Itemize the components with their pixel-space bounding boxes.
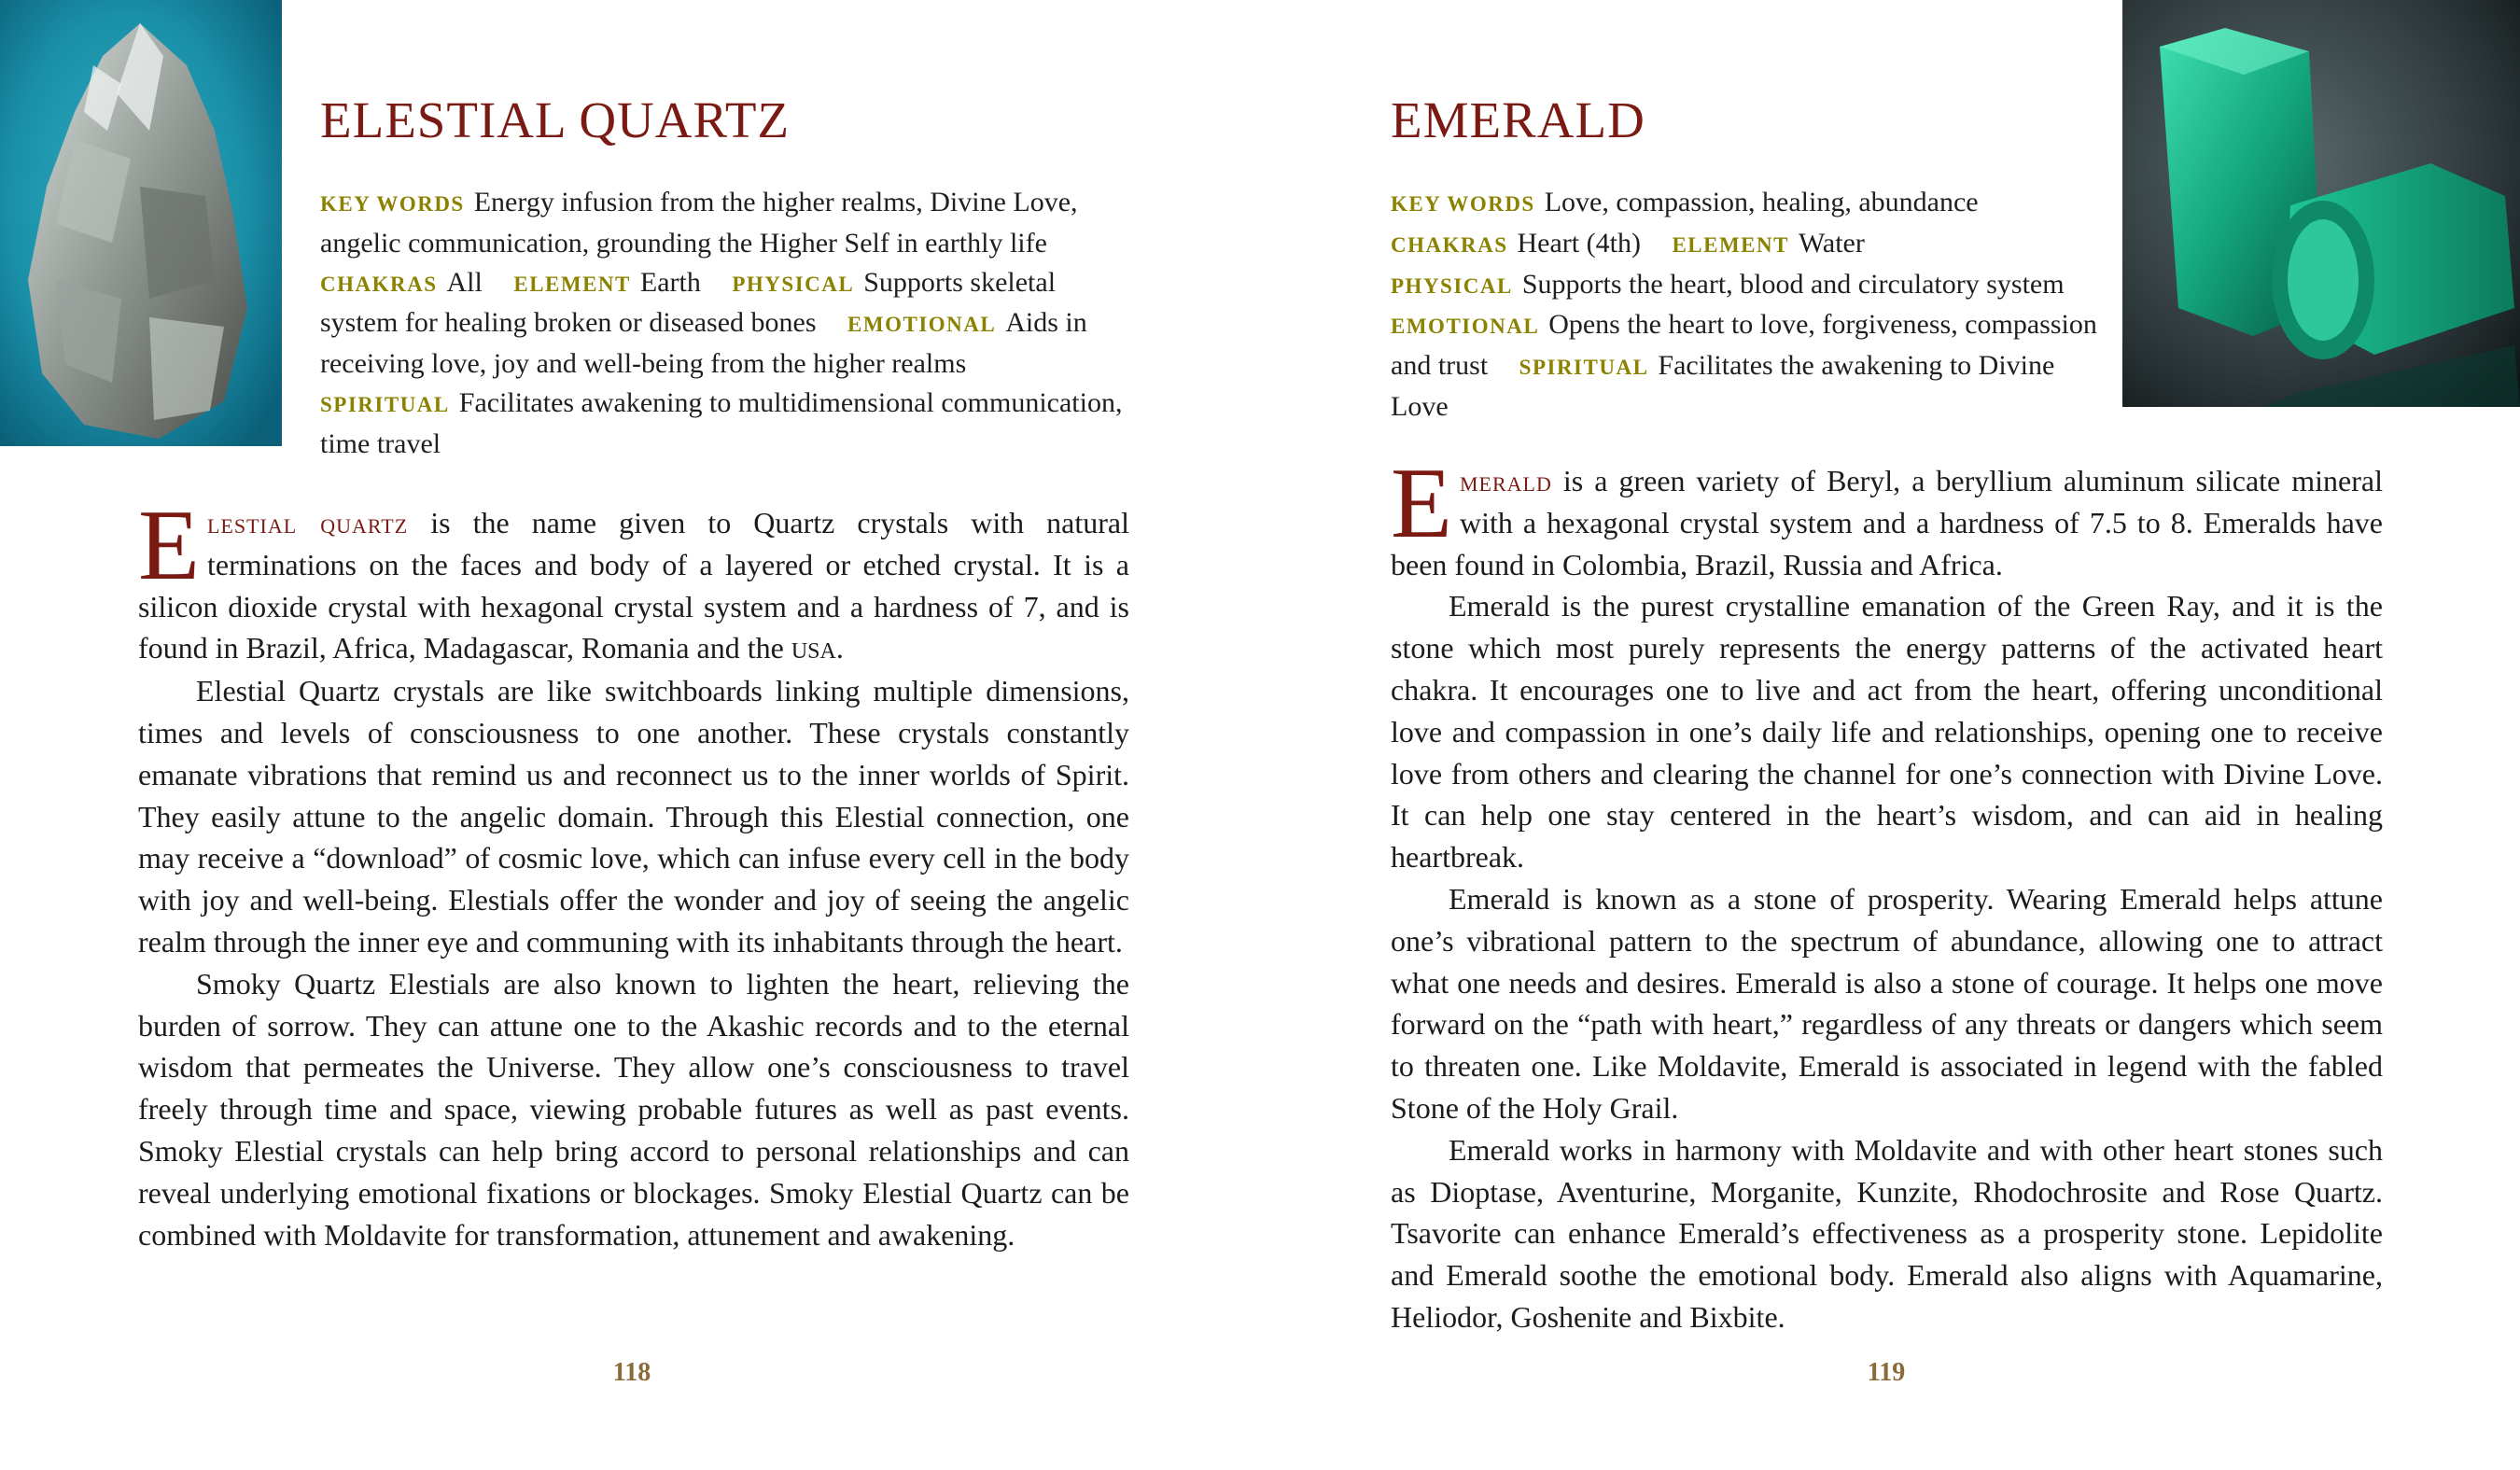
chakras-label: CHAKRAS (1391, 232, 1508, 257)
keywords-label: KEY WORDS (1391, 192, 1535, 216)
body-text (1391, 448, 2383, 1338)
lead-in: merald (1459, 464, 1552, 497)
paragraph: Elestial Quartz crystals are like switchboards linking multiple dimensions, times and levels of consciousness to one another. These crystals constantly emanate vibrations that remind us and reconnect us to the inner worlds of Spirit. They easily attune to the angelic domain. Through this Elestial connection, one may receive a “download” of cosmic love, which can infuse every cell in the body with joy and well-being. Elestials offer the wonder and joy of seeing the angelic realm through the inner eye and communing with its inhabitants through the heart. (138, 674, 1129, 959)
chakras-value: All (446, 266, 483, 298)
emotional-value: Aids in receiving love, joy and well-being from the higher realms (320, 307, 1087, 380)
element-value: Water (1798, 227, 1865, 259)
country-abbrev: usa (791, 631, 836, 666)
physical-label: PHYSICAL (1391, 273, 1513, 298)
emotional-label: EMOTIONAL (847, 313, 997, 337)
paragraph-text: is the name given to Quartz crystals with natural terminations on the faces and body of a layered or etched crystal. It is a silicon dioxide crystal with hexagonal crystal system and a hardness of 7, and is found in Brazil, Africa, Madagascar, Romania and the (138, 506, 1130, 665)
stone-title: EMERALD (1391, 91, 1645, 148)
chakras-value: Heart (4th) (1517, 227, 1641, 259)
paragraph: Emerald is the purest crystalline emanation of the Green Ray, and it is the stone which most purely represents the energy patterns of the activated heart chakra. It encourages one to live and act from the heart, offering unconditional love and compassion in one’s daily life and relationships, opening one to receive love from others and clearing the channel for one’s connection with Divine Love. It can help one stay centered in the heart’s wisdom, and can aid in healing heartbreak. (1391, 589, 2383, 875)
spiritual-value: Facilitates awakening to multidimensional communication, time travel (320, 386, 1123, 459)
physical-value: Supports the heart, blood and circulatory system (1521, 268, 2065, 300)
spiritual-label: SPIRITUAL (320, 392, 450, 416)
elestial-quartz-photo (0, 0, 282, 446)
paragraph-end: . (835, 631, 844, 665)
paragraph: Emerald works in harmony with Moldavite and with other heart stones such as Dioptase, Aventurine, Morganite, Kunzite, Rhodochrosite and Rose Quartz. Tsavorite can enhance Emerald’s effectiveness as a prosperity stone. Lepidolite and Emerald soothe the emotional body. Emerald also aligns with Aquamarine, Heliodor, Goshenite and Bixbite. (1391, 1132, 2383, 1334)
stone-attributes (320, 183, 1123, 464)
paragraph (1391, 448, 2383, 585)
emotional-label: EMOTIONAL (1391, 315, 1540, 339)
page-number: 119 (1867, 1358, 1906, 1387)
paragraph: Smoky Quartz Elestials are also known to lighten the heart, relieving the burden of sorrow. They can attune one to the Akashic records and to the eternal wisdom that permeates the Universe. They allow one’s consciousness to travel freely through time and space, viewing probable futures as well as past events. Smoky Elestial crystals can help bring accord to personal relationships and can reveal underlying emotional fixations or blockages. Smoky Elestial Quartz can be combined with Moldavite for transformation, attunement and awakening. (138, 966, 1129, 1252)
drop-cap: E (138, 490, 200, 601)
stone-title: ELESTIAL QUARTZ (320, 91, 791, 148)
lead-in: lestial quartz (206, 506, 409, 539)
emotional-value: Opens the heart to love, forgiveness, compassion and trust (1391, 309, 2097, 382)
chakras-label: CHAKRAS (320, 272, 438, 296)
paragraph: Emerald is known as a stone of prosperity. Wearing Emerald helps attune one’s vibrational pattern to the spectrum of abundance, allowing one to attract what one needs and desires. Emerald is also a stone of courage. It helps one move forward on the “path with heart,” regardless of any threats or dangers which seem to threaten one. Like Moldavite, Emerald is associated in legend with the fabled Stone of the Holy Grail. (1391, 881, 2383, 1125)
spiritual-label: SPIRITUAL (1519, 356, 1649, 380)
emerald-photo (2122, 0, 2520, 407)
drop-cap: E (1391, 448, 1452, 559)
keywords-value: Love, compassion, healing, abundance (1544, 187, 1979, 217)
element-label: ELEMENT (513, 272, 631, 296)
body-text (138, 490, 1130, 1255)
paragraph (138, 490, 1130, 670)
element-value: Earth (639, 266, 701, 298)
keywords-value: Energy infusion from the higher realms, Divine Love, angelic communication, grounding the Higher Self in earthly life (320, 187, 1078, 259)
right-page (1260, 0, 2520, 1470)
page-number: 118 (612, 1358, 651, 1387)
physical-label: PHYSICAL (732, 272, 855, 296)
stone-attributes (1391, 183, 2119, 427)
paragraph-text: is a green variety of Beryl, a beryllium aluminum silicate mineral with a hexagonal crystal system and a hardness of 7.5 to 8. Emeralds have been found in Colombia, Brazil, Russia and Africa. (1391, 464, 2383, 581)
spiritual-value: Facilitates the awakening to Divine Love (1391, 350, 2055, 422)
physical-value: Supports skeletal system for healing broken or diseased bones (320, 266, 1057, 339)
element-label: ELEMENT (1672, 232, 1789, 257)
keywords-label: KEY WORDS (320, 192, 465, 216)
